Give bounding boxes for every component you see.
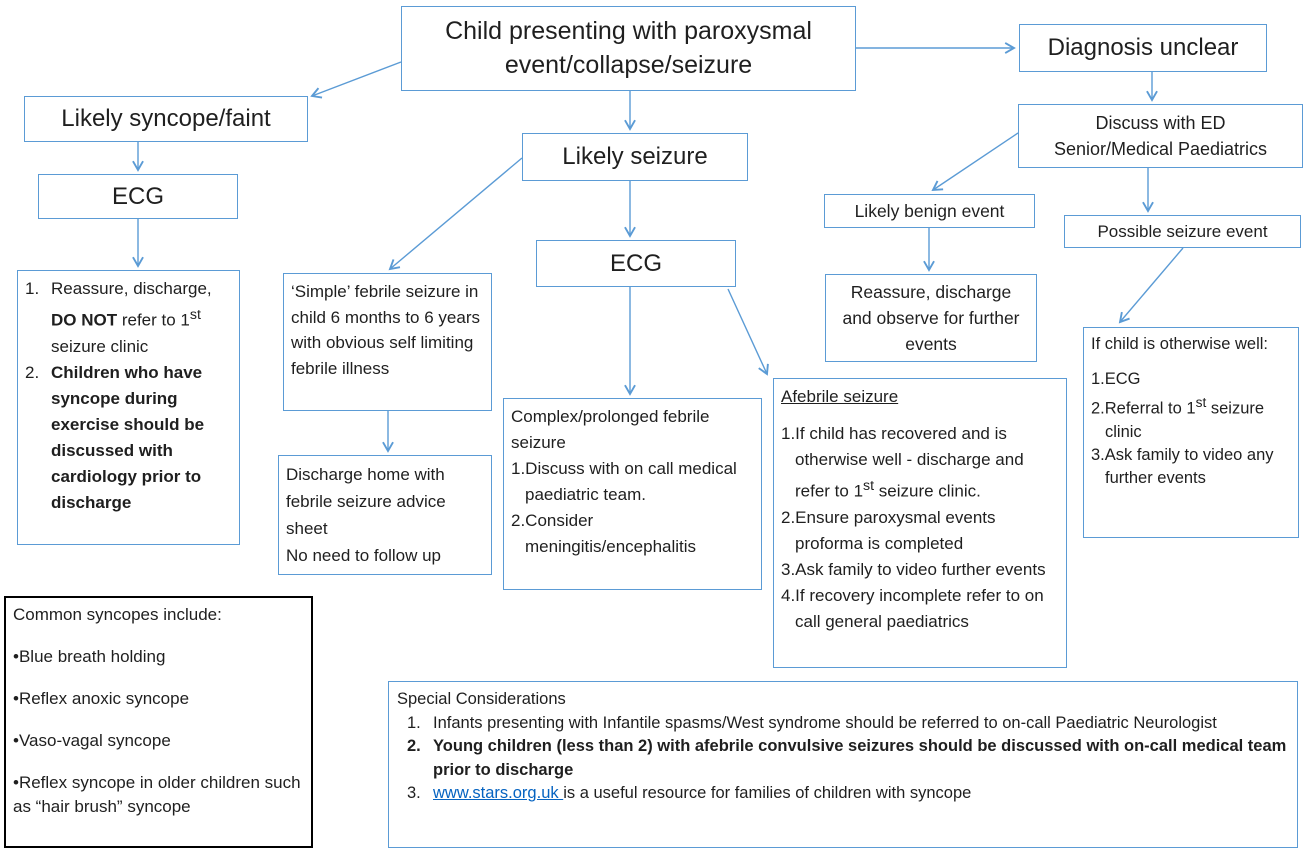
ecg-center-label: ECG — [609, 249, 662, 277]
likely-seizure-label: Likely seizure — [562, 143, 708, 170]
ecg-left-label: ECG — [111, 182, 164, 210]
arrow-likely-seizure-to-simple-febrile — [390, 158, 522, 269]
discuss-ed-line1: Discuss with ED — [1095, 112, 1226, 133]
node-possible-seizure — [1064, 215, 1301, 248]
complex-febrile-title: Complex/prolonged febrile seizure — [511, 407, 710, 452]
afebrile-title: Afebrile seizure — [781, 387, 899, 406]
common-syncopes-bullet-4: •Reflex syncope in older children such as “hair brush” syncope — [13, 773, 301, 816]
special-item-2-marker: 2. — [407, 737, 421, 755]
afebrile-item-1: 1.If child has recovered and is otherwise well - discharge and refer to 1st seizure clinic. — [781, 424, 1024, 501]
node-likely-syncope — [24, 96, 308, 142]
otherwise-well-item-1: 1.ECG — [1091, 370, 1141, 388]
discuss-ed-line2: Senior/Medical Paediatrics — [1053, 139, 1268, 159]
special-item-3 — [397, 782, 1289, 806]
node-afebrile — [773, 378, 1067, 668]
complex-febrile-item-1: 1.Discuss with on call medical paediatric team. — [511, 459, 737, 504]
special-title: Special Considerations — [397, 690, 566, 708]
node-root-line1: Child presenting with paroxysmal — [445, 16, 812, 45]
syncope-advice-item-2-marker: 2. — [25, 362, 40, 382]
syncope-advice-item-1-text: Reassure, discharge, DO NOT refer to 1st seizure clinic — [51, 279, 212, 356]
afebrile-item-2: 2.Ensure paroxysmal events proforma is completed — [781, 507, 996, 553]
possible-seizure-label: Possible seizure event — [1097, 221, 1268, 241]
afebrile-item-3: 3.Ask family to video further events — [781, 559, 1046, 579]
node-discuss-ed — [1018, 104, 1303, 168]
common-syncopes-bullet-3: •Vaso-vagal syncope — [13, 731, 171, 750]
node-root-line2: event/collapse/seizure — [504, 50, 753, 79]
node-ecg-center — [536, 240, 736, 287]
node-discharge-home — [278, 455, 492, 575]
arrow-possible-seizure-to-otherwise-well — [1120, 248, 1183, 322]
discharge-home-line1: Discharge home with febrile seizure advice sheet — [286, 465, 446, 538]
stars-link[interactable]: www.stars.org.uk — [433, 784, 564, 802]
discharge-home-line2: No need to follow up — [286, 546, 441, 565]
node-root — [401, 6, 856, 91]
common-syncopes-bullet-1: •Blue breath holding — [13, 647, 166, 666]
otherwise-well-item-2: 2.Referral to 1st seizure clinic — [1091, 395, 1265, 441]
node-otherwise-well — [1083, 327, 1299, 538]
simple-febrile-text: ‘Simple’ febrile seizure in child 6 months to 6 years with obvious self limiting febrile illness — [291, 282, 480, 378]
node-likely-seizure — [522, 133, 748, 181]
syncope-advice-item-2-text: Children who have syncope during exercise should be discussed with cardiology prior to discharge — [51, 362, 205, 512]
special-item-2-text: Young children (less than 2) with afebrile convulsive seizures should be discussed with on-call medical team prior to discharge — [433, 737, 1287, 779]
node-simple-febrile — [283, 273, 492, 411]
afebrile-item-4: 4.If recovery incomplete refer to on call general paediatrics — [781, 585, 1044, 631]
otherwise-well-item-3: 3.Ask family to video any further events — [1091, 445, 1274, 487]
node-likely-benign — [824, 194, 1035, 228]
node-diagnosis-unclear — [1019, 24, 1267, 72]
node-ecg-left — [38, 174, 238, 219]
special-item-3-marker: 3. — [407, 784, 421, 802]
arrow-root-to-likely-syncope — [312, 62, 401, 96]
special-item-1-text: Infants presenting with Infantile spasms/West syndrome should be referred to on-call Paediatric Neurologist — [433, 713, 1217, 732]
node-reassure-observe — [825, 274, 1037, 362]
likely-syncope-label: Likely syncope/faint — [61, 105, 271, 132]
node-common-syncopes — [4, 596, 313, 848]
syncope-advice-item-2 — [25, 360, 232, 516]
reassure-observe-text: Reassure, discharge and observe for further events — [842, 282, 1020, 354]
node-syncope-advice — [17, 270, 240, 545]
node-complex-febrile — [503, 398, 762, 590]
syncope-advice-item-1 — [25, 276, 232, 360]
special-item-2 — [397, 735, 1289, 782]
arrow-discuss-ed-to-likely-benign — [933, 133, 1018, 190]
likely-benign-label: Likely benign event — [854, 200, 1005, 221]
node-special-considerations — [388, 681, 1298, 848]
common-syncopes-bullet-2: •Reflex anoxic syncope — [13, 689, 190, 708]
diagnosis-unclear-label: Diagnosis unclear — [1047, 34, 1239, 61]
complex-febrile-item-2: 2.Consider meningitis/encephalitis — [511, 511, 697, 556]
special-item-3-text: www.stars.org.uk is a useful resource for families of children with syncope — [433, 784, 972, 802]
syncope-advice-item-1-marker: 1. — [25, 279, 40, 298]
common-syncopes-title: Common syncopes include: — [13, 605, 222, 624]
special-item-1 — [397, 712, 1289, 736]
otherwise-well-title: If child is otherwise well: — [1091, 335, 1268, 353]
arrow-ecg-center-to-afebrile — [728, 289, 767, 374]
special-item-1-marker: 1. — [407, 713, 421, 732]
